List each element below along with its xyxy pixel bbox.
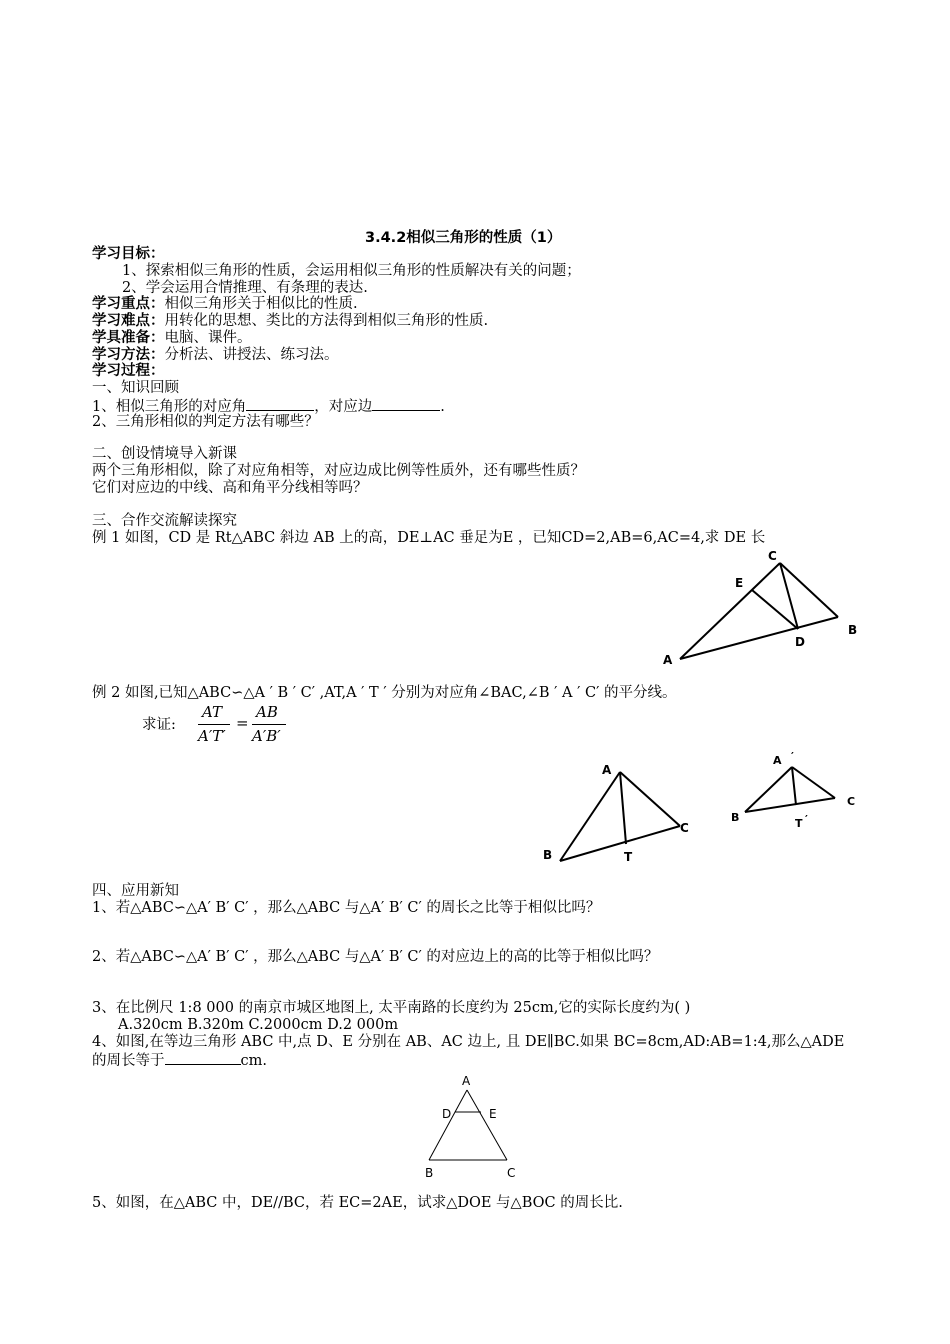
answer-blank-perimeter[interactable] bbox=[165, 1051, 241, 1065]
fig4-label-c: C bbox=[507, 1166, 516, 1180]
fig4-label-d: D bbox=[442, 1107, 452, 1121]
fraction-left-numerator: AT bbox=[202, 703, 223, 721]
section4-question-5: 5、如图，在△ABC 中，DE//BC，若 EC=2AE，试求△DOE 与△BOC 的周长比. bbox=[92, 1195, 623, 1211]
tools-line bbox=[92, 330, 252, 347]
proportion-formula bbox=[196, 703, 296, 749]
section1-question-1: 1、相似三角形的对应角 ，对应边 . bbox=[92, 399, 445, 415]
fig4-label-a: A bbox=[462, 1074, 471, 1088]
side-ac bbox=[620, 772, 680, 826]
section2-line-2: 它们对应边的中线、高和角平分线相等吗？ bbox=[92, 480, 368, 496]
fraction-left-bar bbox=[198, 724, 230, 725]
objective-item-1: 1、探索相似三角形的性质，会运用相似三角形的性质解决有关的问题； bbox=[122, 263, 581, 279]
tools-label: 学具准备： bbox=[92, 330, 165, 346]
fig2-label-t: T bbox=[624, 850, 633, 864]
example-1-text: 例 1 如图，CD 是 Rt△ABC 斜边 AB 上的高，DE⊥AC 垂足为E ，已知CD=2,AB=6,AC=4,求 DE 长 bbox=[92, 530, 766, 546]
fig4-label-e: E bbox=[489, 1107, 497, 1121]
difficulty-text: 用转化的思想、类比的方法得到相似三角形的性质. bbox=[164, 313, 489, 329]
fig1-label-c: C bbox=[768, 549, 777, 563]
fig3-label-a: A bbox=[773, 754, 782, 767]
difficulty-label: 学习难点： bbox=[92, 313, 165, 329]
difficulty-line bbox=[92, 313, 488, 330]
bisector-a1t1 bbox=[792, 767, 796, 805]
fraction-right-numerator: AB bbox=[256, 703, 278, 721]
fig2-label-a: A bbox=[602, 763, 612, 777]
key-point-line bbox=[92, 296, 358, 313]
fig4-label-b: B bbox=[425, 1166, 434, 1180]
example-2-text: 例 2 如图,已知△ABC∽△A ′ B ′ C′ ,AT,A ′ T ′ 分别为对应角∠BAC,∠B ′ A ′ C′ 的平分线。 bbox=[92, 685, 677, 701]
equals-sign: = bbox=[236, 714, 249, 732]
side-ab bbox=[560, 772, 620, 861]
section4-question-4-line-1: 4、如图,在等边三角形 ABC 中,点 D、E 分别在 AB、AC 边上, 且 DE∥BC.如果 BC=8cm,AD:AB=1:4,那么△ADE bbox=[92, 1034, 845, 1050]
section4-question-1: 1、若△ABC∽△A′ B′ C′ ，那么△ABC 与△A′ B′ C′ 的周长之比等于相似比吗？ bbox=[92, 900, 601, 916]
example-1-figure bbox=[660, 545, 860, 670]
section4-question-2: 2、若△ABC∽△A′ B′ C′ ，那么△ABC 与△A′ B′ C′ 的对应边上的高的比等于相似比吗？ bbox=[92, 949, 659, 965]
question-4-figure bbox=[415, 1072, 535, 1182]
answer-blank-1[interactable] bbox=[246, 397, 314, 411]
methods-line bbox=[92, 347, 339, 364]
page-title: 3.4.2相似三角形的性质（1） bbox=[365, 230, 562, 246]
side-bc bbox=[560, 826, 680, 861]
key-point-label: 学习重点： bbox=[92, 296, 165, 312]
example-2-figure-a1b1c1 bbox=[725, 750, 865, 830]
methods-label: 学习方法： bbox=[92, 347, 165, 363]
section4-question-3: 3、在比例尺 1:8 000 的南京市城区地图上, 太平南路的长度约为 25cm,它的实际长度约为( ) bbox=[92, 1000, 691, 1016]
section2-line-1: 两个三角形相似，除了对应角相等，对应边成比例等性质外，还有哪些性质？ bbox=[92, 463, 585, 479]
side-a1c1 bbox=[792, 767, 835, 798]
section4-heading: 四、应用新知 bbox=[92, 883, 179, 899]
fig2-label-b: B bbox=[543, 848, 553, 862]
side-ab bbox=[429, 1090, 467, 1160]
fraction-right-denominator: A′B′ bbox=[252, 727, 281, 745]
fig2-label-c: C bbox=[680, 821, 689, 835]
fraction-left-denominator: A′T′ bbox=[198, 727, 226, 745]
side-bc bbox=[780, 563, 838, 617]
fig1-label-d: D bbox=[795, 635, 805, 649]
section4-question-4-line-2: 的周长等于 cm. bbox=[92, 1053, 267, 1069]
section4-question-3-options: A.320cm B.320m C.2000cm D.2 000m bbox=[118, 1017, 399, 1033]
fig3-label-t: T bbox=[795, 817, 803, 830]
side-ab bbox=[680, 617, 838, 659]
fig3-label-c: C bbox=[847, 795, 856, 808]
side-ac bbox=[467, 1090, 507, 1160]
answer-blank-2[interactable] bbox=[372, 397, 440, 411]
key-point-text: 相似三角形关于相似比的性质. bbox=[164, 296, 358, 312]
altitude-cd bbox=[780, 563, 798, 629]
objectives-label: 学习目标： bbox=[92, 246, 165, 262]
fig3-prime-t: ′ bbox=[805, 813, 808, 826]
section1-question-2: 2、三角形相似的判定方法有哪些？ bbox=[92, 414, 319, 430]
section1-heading: 一、知识回顾 bbox=[92, 380, 179, 396]
fig1-label-a: A bbox=[663, 653, 673, 667]
process-label: 学习过程： bbox=[92, 363, 165, 379]
objective-item-2: 2、学会运用合情推理、有条理的表达. bbox=[122, 280, 368, 296]
section2-heading: 二、创设情境导入新课 bbox=[92, 446, 237, 462]
section3-heading: 三、合作交流解读探究 bbox=[92, 513, 237, 529]
fig1-label-e: E bbox=[735, 576, 744, 590]
side-ac bbox=[680, 563, 780, 659]
segment-de bbox=[752, 590, 798, 629]
prove-label: 求证: bbox=[142, 717, 176, 733]
methods-text: 分析法、讲授法、练习法。 bbox=[164, 347, 339, 363]
bisector-at bbox=[620, 772, 626, 844]
fig3-prime-a: ′ bbox=[791, 750, 794, 763]
fig1-label-b: B bbox=[848, 623, 858, 637]
fraction-right-bar bbox=[252, 724, 286, 725]
fig3-label-b: B bbox=[731, 811, 740, 824]
example-2-figure-abc bbox=[540, 758, 700, 868]
tools-text: 电脑、课件。 bbox=[164, 330, 252, 346]
